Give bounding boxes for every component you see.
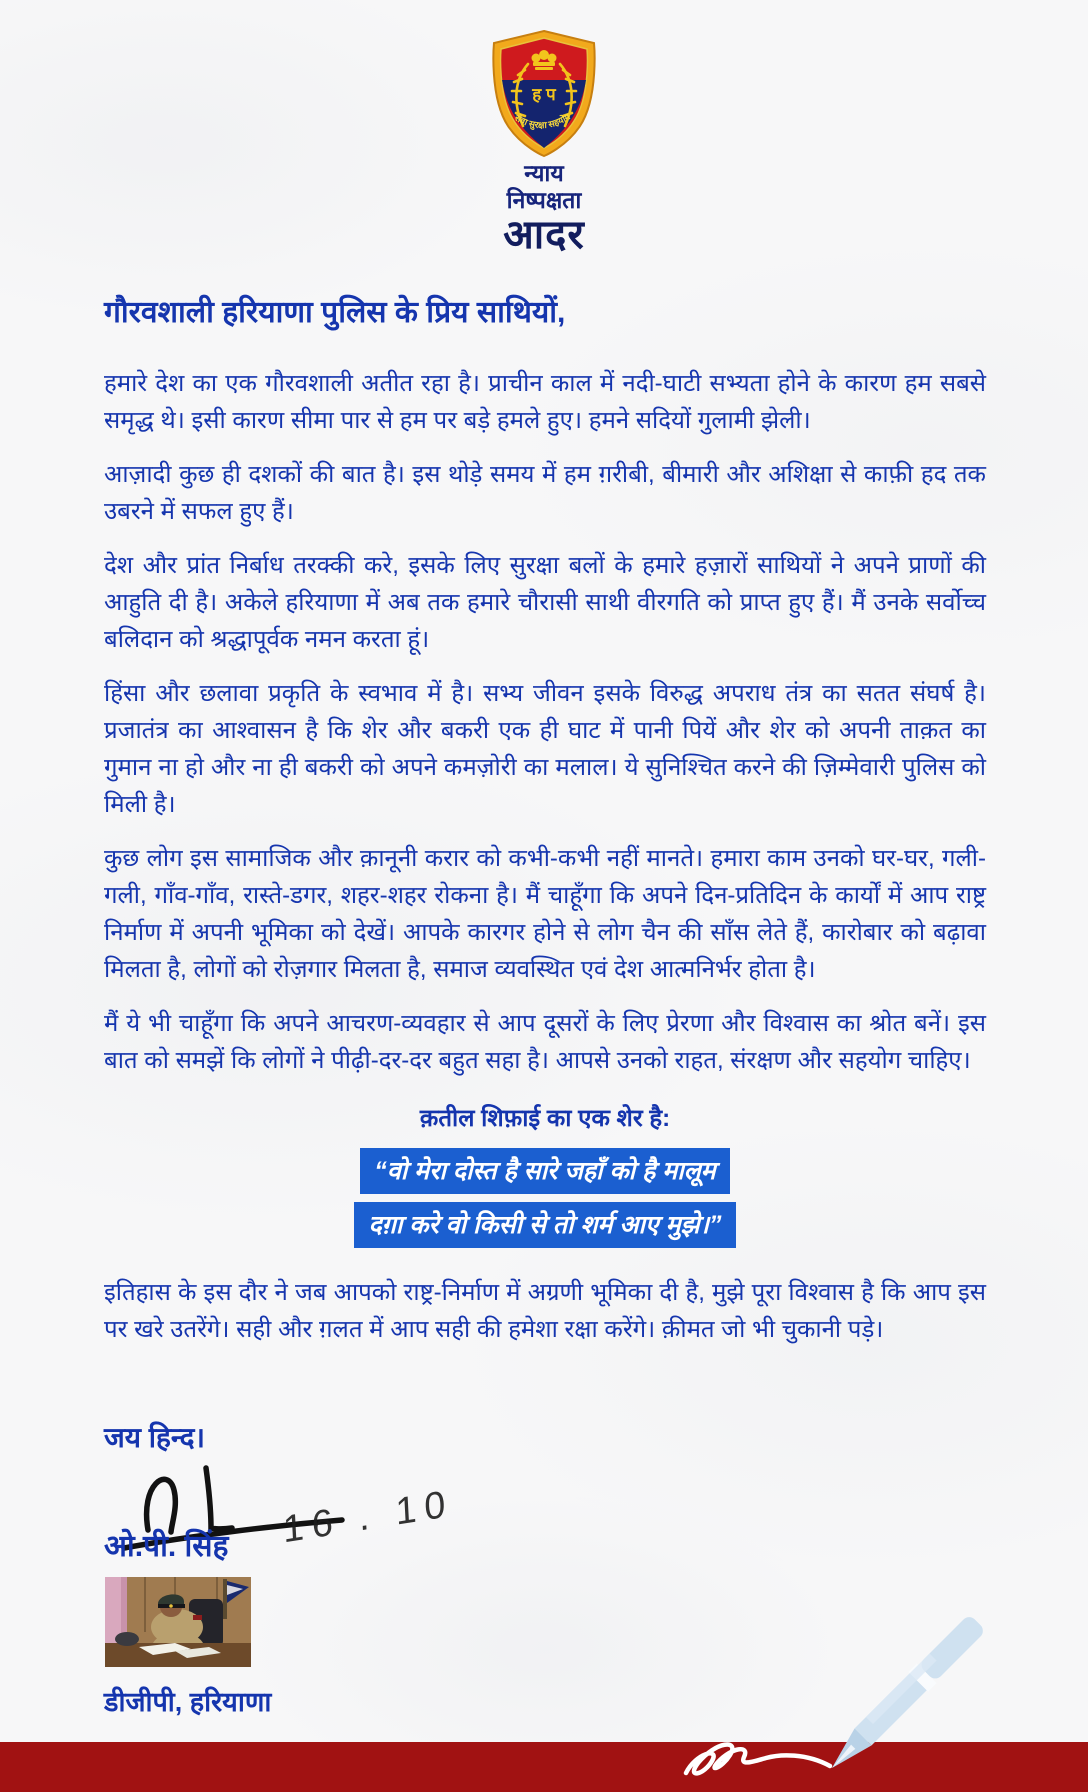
paragraph: कुछ लोग इस सामाजिक और क़ानूनी करार को कभी-कभी नहीं मानते। हमारा काम उनको घर-घर, गली-गली, गाँव-गाँव, रास्ते-डगर, शहर-शहर रोकना है। मैं चाहूँगा कि अपने दिन-प्रतिदिन के कार्यों में आप राष्ट्र निर्माण में अपनी भूमिका को देखें। आपके कारगर होने से लोग चैन की साँस लेते हैं, कारोबार को बढ़ावा मिलता है, लोगों को रोज़गार मिलता है, समाज व्यवस्थित एवं देश आत्मनिर्भर होता है। bbox=[104, 845, 986, 983]
letterhead bbox=[0, 28, 1088, 256]
haryana-police-crest-icon bbox=[481, 28, 607, 160]
handwritten-date-note: 16 . 10 bbox=[281, 1482, 455, 1552]
signatory-title: डीजीपी, हरियाणा bbox=[104, 1687, 272, 1717]
closing-paragraph: इतिहास के इस दौर ने जब आपको राष्ट्र-निर्माण में अग्रणी भूमिका दी है, मुझे पूरा विश्वास है कि आप इस पर खरे उतरेंगे। सही और ग़लत में आप सही की हमेशा रक्षा करेंगे। क़ीमत जो भी चुकानी पड़े। bbox=[104, 1279, 986, 1343]
shield-banner: सेवा सुरक्षा सहयोग bbox=[512, 111, 572, 131]
signatory-name: ओ.पी. सिंह bbox=[104, 1530, 229, 1563]
motto-line-1: न्याय bbox=[524, 160, 564, 186]
shield-initials: ह प bbox=[532, 85, 556, 104]
valediction: जय हिन्द। bbox=[104, 1422, 206, 1453]
sher-line-2: दग़ा करे वो किसी से तो शर्म आए मुझे।” bbox=[354, 1202, 735, 1248]
sher-intro: क़तील शिफ़ाई का एक शेर है: bbox=[419, 1105, 671, 1132]
paragraph: मैं ये भी चाहूँगा कि अपने आचरण-व्यवहार से आप दूसरों के लिए प्रेरणा और विश्वास का श्रोत बनें। इस बात को समझें कि लोगों ने पीढ़ी-दर-दर बहुत सहा है। आपसे उनको राहत, संरक्षण और सहयोग चाहिए। bbox=[104, 1010, 986, 1074]
motto-line-3: आदर bbox=[503, 213, 585, 257]
signatory-photo bbox=[105, 1577, 251, 1667]
paragraph: आज़ादी कुछ ही दशकों की बात है। इस थोड़े समय में हम ग़रीबी, बीमारी और अशिक्षा से काफ़ी हद तक उबरने में सफल हुए हैं। bbox=[104, 461, 986, 525]
paragraph: हमारे देश का एक गौरवशाली अतीत रहा है। प्राचीन काल में नदी-घाटी सभ्यता होने के कारण हम सबसे समृद्ध थे। इसी कारण सीमा पार से हम पर बड़े हमले हुए। हमने सदियों गुलामी झेली। bbox=[104, 370, 986, 434]
pen-scribble bbox=[686, 1745, 830, 1774]
paragraph: हिंसा और छलावा प्रकृति के स्वभाव में है। सभ्य जीवन इसके विरुद्ध अपराध तंत्र का सतत संघर्ष है। प्रजातंत्र का आश्वासन है कि शेर और बकरी एक ही घाट में पानी पियें और शेर को अपनी ताक़त का गुमान ना हो और ना ही बकरी को अपने कमज़ोरी का मलाल। ये सुनिश्चित करने की ज़िम्मेवारी पुलिस को मिली है। bbox=[104, 680, 986, 818]
salutation: गौरवशाली हरियाणा पुलिस के प्रिय साथियों, bbox=[104, 296, 566, 329]
paragraph: देश और प्रांत निर्बाध तरक्की करे, इसके लिए सुरक्षा बलों के हमारे हज़ारों साथियों ने अपने प्राणों की आहुति दी है। अकेले हरियाणा में अब तक हमारे चौरासी साथी वीरगति को प्राप्त हुए हैं। मैं उनके सर्वोच्च बलिदान को श्रद्धापूर्वक नमन करता हूं। bbox=[104, 552, 986, 653]
letter-body bbox=[104, 290, 986, 1365]
sher-line-1: “वो मेरा दोस्त है सारे जहाँ को है मालूम bbox=[360, 1148, 729, 1194]
sher-line-wrap bbox=[104, 1202, 986, 1248]
pen-icon bbox=[658, 1577, 1088, 1792]
motto-line-2: निष्पक्षता bbox=[506, 187, 582, 213]
sher-line-wrap bbox=[104, 1148, 986, 1194]
